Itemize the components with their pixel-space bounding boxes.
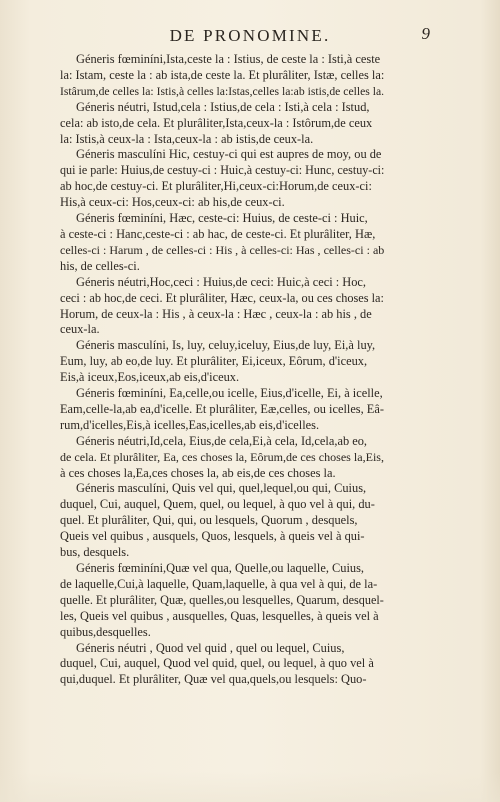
- text-line: Horum, de ceux-la : His , à ceux-la : Hæc , ceux-la : ab his , de: [60, 306, 372, 321]
- paragraph: [60, 147, 384, 211]
- text-line: quibus,desquelles.: [60, 624, 151, 639]
- text-line: à ces choses la,Ea,ces choses la, ab eis,de ces choses la.: [60, 465, 336, 480]
- text-line: qui,duquel. Et plurâliter, Quæ vel qua,quels,ou lesquels: Quo-: [60, 672, 367, 687]
- text-line: Géneris fœminíni,Ista,ceste la : Istius, de ceste la : Isti,à ceste: [76, 52, 381, 66]
- paragraph: [60, 434, 384, 482]
- text-line: Géneris fœminíni, Ea,celle,ou icelle, Eius,d'icelle, Ei, à icelle,: [76, 386, 383, 401]
- text-line: Istârum,de celles la: Istis,à celles la:Istas,celles la:ab istis,de celles la.: [60, 84, 384, 98]
- paragraph: [60, 641, 384, 689]
- text-line: Géneris néutri, Istud,cela : Istius,de cela : Isti,à cela : Istud,: [76, 99, 370, 114]
- text-line: Eum, luy, ab eo,de luy. Et plurâliter, Ei,iceux, Eôrum, d'iceux,: [60, 354, 368, 369]
- text-line: la: Istam, ceste la : ab ista,de ceste la. Et plurâliter, Istæ, celles la:: [60, 67, 384, 82]
- text-line: la: Istis,à ceux-la : Ista,ceux-la : ab istis,de ceux-la.: [60, 131, 314, 146]
- running-title: DE PRONOMINE.: [169, 26, 331, 45]
- text-line: à ceste-ci : Hanc,ceste-ci : ab hac, de ceste-ci. Et plurâliter, Hæ,: [60, 226, 376, 241]
- text-line: Eam,celle-la,ab ea,d'icelle. Et plurâliter, Eæ,celles, ou icelles, Eâ-: [60, 401, 384, 416]
- text-line: rum,d'icelles,Eis,à icelles,Eas,icelles,ab eis,d'icelles.: [60, 417, 320, 432]
- paragraph: [60, 338, 384, 386]
- text-line: duquel, Cui, auquel, Quod vel quid, quel, ou lequel, à quo vel à: [60, 656, 374, 671]
- page-edge-shading: [0, 772, 500, 802]
- text-line: de laquelle,Cui,à laquelle, Quam,laquelle, à qua vel à qui, de la-: [60, 576, 378, 591]
- running-head: [0, 26, 500, 50]
- text-line: de cela. Et plurâliter, Ea, ces choses la, Eôrum,de ces choses la,Eis,: [60, 449, 384, 464]
- text-line: Géneris néutri,Hoc,ceci : Huius,de ceci: Huic,à ceci : Hoc,: [76, 274, 367, 289]
- paragraph: [60, 386, 384, 434]
- text-line: Géneris fœminíni, Hæc, ceste-ci: Huius, de ceste-ci : Huic,: [76, 211, 368, 226]
- paragraph: [60, 211, 384, 275]
- text-line: ceux-la.: [60, 322, 100, 337]
- paragraph: [60, 100, 384, 148]
- text-line: his, de celles-ci.: [60, 258, 140, 273]
- text-line: quel. Et plurâliter, Qui, qui, ou lesquels, Quorum , desquels,: [60, 513, 358, 528]
- text-line: Géneris fœminíni,Quæ vel qua, Quelle,ou laquelle, Cuius,: [76, 561, 365, 575]
- body-text: [60, 52, 384, 688]
- text-line: Géneris néutri , Quod vel quid , quel ou lequel, Cuius,: [76, 640, 345, 655]
- text-line: Géneris masculíni, Quis vel qui, quel,lequel,ou qui, Cuius,: [76, 481, 367, 496]
- text-line: quelle. Et plurâliter, Quæ, quelles,ou lesquelles, Quarum, desquel-: [60, 592, 384, 607]
- text-line: Géneris masculíni Hic, cestuy-ci qui est aupres de moy, ou de: [76, 147, 382, 162]
- text-line: cela: ab isto,de cela. Et plurâliter,Ista,ceux-la : Istôrum,de ceux: [60, 115, 373, 130]
- text-line: Eis,à iceux,Eos,iceux,ab eis,d'iceux.: [60, 370, 240, 385]
- text-line: qui ie parle: Huius,de cestuy-ci : Huic,à cestuy-ci: Hunc, cestuy-ci:: [60, 163, 384, 178]
- page-number: 9: [421, 24, 430, 43]
- text-line: celles-ci : Harum , de celles-ci : His , à celles-ci: Has , celles-ci : ab: [60, 242, 384, 257]
- text-line: His,à ceux-ci: Hos,ceux-ci: ab his,de ceux-ci.: [60, 195, 285, 210]
- text-line: Géneris masculíni, Is, luy, celuy,iceluy, Eius,de luy, Ei,à luy,: [76, 338, 376, 353]
- paragraph: [60, 275, 384, 339]
- paragraph: [60, 52, 384, 100]
- text-line: Queis vel quibus , ausquels, Quos, lesquels, à queis vel à qui-: [60, 529, 365, 544]
- text-line: bus, desquels.: [60, 545, 130, 560]
- text-line: Géneris néutri,Id,cela, Eius,de cela,Ei,à cela, Id,cela,ab eo,: [76, 433, 368, 448]
- text-line: ceci : ab hoc,de ceci. Et plurâliter, Hæc, ceux-la, ou ces choses la:: [60, 290, 384, 305]
- text-line: ab hoc,de cestuy-ci. Et plurâliter,Hi,ceux-ci:Horum,de ceux-ci:: [60, 179, 372, 194]
- paragraph: [60, 561, 384, 641]
- text-line: les, Queis vel quibus , ausquelles, Quas, lesquelles, à queis vel à: [60, 608, 379, 623]
- paragraph: [60, 481, 384, 561]
- text-line: duquel, Cui, auquel, Quem, quel, ou lequel, à quo vel à qui, du-: [60, 497, 375, 512]
